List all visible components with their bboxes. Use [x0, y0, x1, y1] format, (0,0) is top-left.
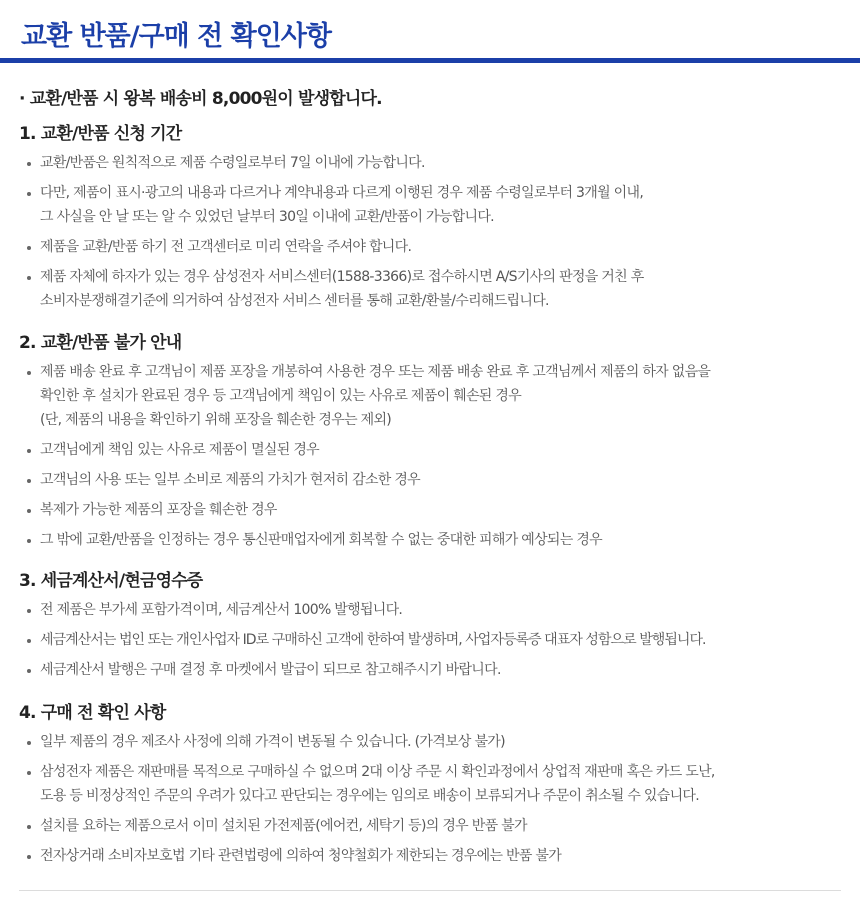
- section-return-period: [19, 121, 849, 313]
- section-heading: 2. 교환/반품 불가 안내: [19, 333, 182, 353]
- section-non-returnable: [19, 330, 849, 552]
- item-text: 고객님의 사용 또는 일부 소비로 제품의 가치가 현저히 감소한 경우: [40, 472, 420, 488]
- bullet-icon: [27, 246, 31, 250]
- item-text: 제품을 교환/반품 하기 전 고객센터로 미리 연락을 주셔야 합니다.: [40, 239, 412, 255]
- section-items: [19, 730, 849, 868]
- bullet-icon: [27, 449, 31, 453]
- bullet-icon: [27, 479, 31, 483]
- section-heading: 1. 교환/반품 신청 기간: [19, 124, 182, 144]
- section-heading: 3. 세금계산서/현금영수증: [19, 571, 203, 591]
- bullet-icon: [27, 825, 31, 829]
- section-tax-invoice: [19, 568, 849, 682]
- item-text: 일부 제품의 경우 제조사 사정에 의해 가격이 변동될 수 있습니다. (가격보상 불가): [40, 734, 505, 750]
- item-text: (단, 제품의 내용을 확인하기 위해 포장을 훼손한 경우는 제외): [40, 412, 392, 428]
- bullet-icon: [27, 276, 31, 280]
- item-text: 설치를 요하는 제품으로서 이미 설치된 가전제품(에어컨, 세탁기 등)의 경우 반품 불가: [40, 818, 527, 834]
- item-text: 복제가 가능한 제품의 포장을 훼손한 경우: [40, 502, 277, 518]
- item-text: 교환/반품은 원칙적으로 제품 수령일로부터 7일 이내에 가능합니다.: [40, 155, 425, 171]
- section-heading: 4. 구매 전 확인 사항: [19, 703, 166, 723]
- section-pre-purchase: [19, 700, 849, 868]
- item-text: 도용 등 비정상적인 주문의 우려가 있다고 판단되는 경우에는 임의로 배송이 보류되거나 주문이 취소될 수 있습니다.: [40, 788, 699, 804]
- list-item: [19, 438, 849, 462]
- list-item: [19, 814, 849, 838]
- list-item: [19, 628, 849, 652]
- shipping-fee-notice: · 교환/반품 시 왕복 배송비 8,000원이 발생합니다.: [19, 89, 382, 109]
- list-item: [19, 760, 849, 808]
- bullet-icon: [27, 609, 31, 613]
- bullet-icon: [27, 162, 31, 166]
- list-item: [19, 360, 849, 432]
- title-divider: [0, 58, 860, 63]
- list-item: [19, 658, 849, 682]
- section-items: [19, 151, 849, 313]
- list-item: [19, 730, 849, 754]
- bullet-icon: [27, 855, 31, 859]
- section-items: [19, 598, 849, 682]
- item-text: 전 제품은 부가세 포함가격이며, 세금계산서 100% 발행됩니다.: [40, 602, 403, 618]
- item-text: 다만, 제품이 표시·광고의 내용과 다르거나 계약내용과 다르게 이행된 경우 제품 수령일로부터 3개월 이내,: [40, 185, 644, 201]
- bullet-icon: [27, 371, 31, 375]
- item-text: 세금계산서는 법인 또는 개인사업자 ID로 구매하신 고객에 한하여 발생하며, 사업자등록증 대표자 성함으로 발행됩니다.: [40, 632, 706, 648]
- item-text: 제품 배송 완료 후 고객님이 제품 포장을 개봉하여 사용한 경우 또는 제품 배송 완료 후 고객님께서 제품의 하자 없음을: [40, 364, 711, 380]
- list-item: [19, 528, 849, 552]
- list-item: [19, 151, 849, 175]
- item-text: 세금계산서 발행은 구매 결정 후 마켓에서 발급이 되므로 참고해주시기 바랍니다.: [40, 662, 501, 678]
- bullet-icon: [27, 539, 31, 543]
- list-item: [19, 844, 849, 868]
- bullet-icon: [27, 741, 31, 745]
- list-item: [19, 598, 849, 622]
- item-text: 소비자분쟁해결기준에 의거하여 삼성전자 서비스 센터를 통해 교환/환불/수리해드립니다.: [40, 293, 549, 309]
- bullet-icon: [27, 509, 31, 513]
- item-text: 그 밖에 교환/반품을 인정하는 경우 통신판매업자에게 회복할 수 없는 중대한 피해가 예상되는 경우: [40, 532, 602, 548]
- bullet-icon: [27, 639, 31, 643]
- bullet-icon: [27, 192, 31, 196]
- item-text: 제품 자체에 하자가 있는 경우 삼성전자 서비스센터(1588-3366)로 접수하시면 A/S기사의 판정을 거친 후: [40, 269, 644, 285]
- list-item: [19, 498, 849, 522]
- item-text: 고객님에게 책임 있는 사유로 제품이 멸실된 경우: [40, 442, 319, 458]
- item-text: 삼성전자 제품은 재판매를 목적으로 구매하실 수 없으며 2대 이상 주문 시 확인과정에서 상업적 재판매 혹은 카드 도난,: [40, 764, 715, 780]
- bullet-icon: [27, 669, 31, 673]
- item-text: 그 사실을 안 날 또는 알 수 있었던 날부터 30일 이내에 교환/반품이 가능합니다.: [40, 209, 494, 225]
- list-item: [19, 468, 849, 492]
- item-text: 전자상거래 소비자보호법 기타 관련법령에 의하여 청약철회가 제한되는 경우에는 반품 불가: [40, 848, 562, 864]
- section-items: [19, 360, 849, 552]
- list-item: [19, 235, 849, 259]
- page-title: 교환 반품/구매 전 확인사항: [21, 21, 331, 52]
- bottom-divider: [19, 890, 841, 891]
- bullet-icon: [27, 771, 31, 775]
- item-text: 확인한 후 설치가 완료된 경우 등 고객님에게 책임이 있는 사유로 제품이 훼손된 경우: [40, 388, 522, 404]
- list-item: [19, 265, 849, 313]
- list-item: [19, 181, 849, 229]
